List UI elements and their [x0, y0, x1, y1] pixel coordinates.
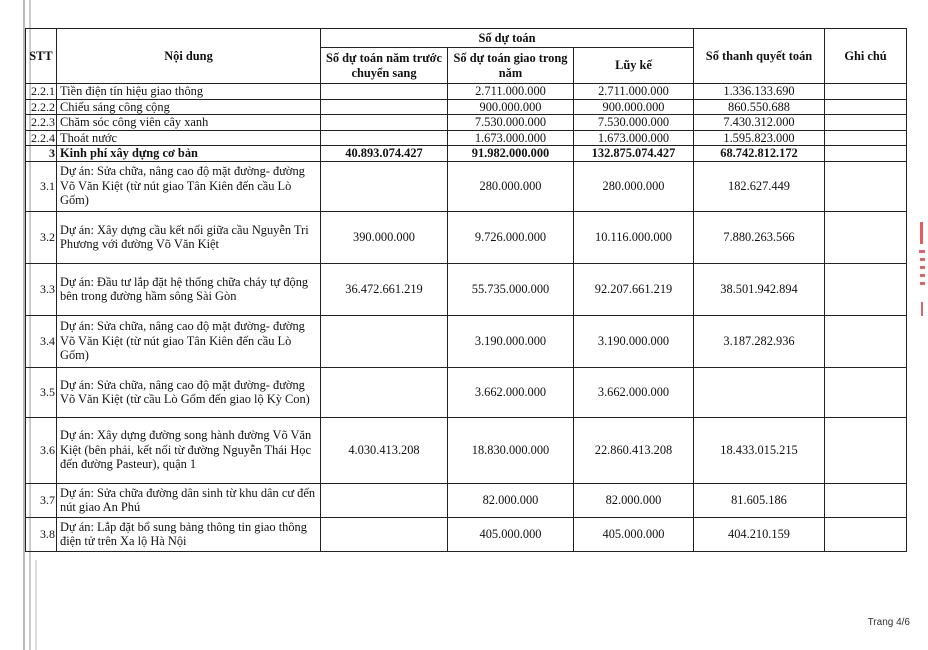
- row-content: Dự án: Sửa chữa, nâng cao độ mặt đường- đường Võ Văn Kiệt (từ nút giao Tân Kiên đến cầu Lò Gốm): [57, 315, 321, 367]
- row-quyet-toan: [694, 367, 825, 417]
- header-ghi-chu: Ghi chú: [825, 29, 907, 84]
- row-du-toan-giao: 91.982.000.000: [448, 146, 574, 162]
- row-content: Thoát nước: [57, 130, 321, 146]
- row-du-toan-giao: 1.673.000.000: [448, 130, 574, 146]
- table-row: [26, 483, 907, 517]
- row-du-toan-nam-truoc: 390.000.000: [321, 211, 448, 263]
- row-ghi-chu: [825, 146, 907, 162]
- row-ghi-chu: [825, 315, 907, 367]
- row-du-toan-giao: 3.190.000.000: [448, 315, 574, 367]
- row-quyet-toan: 7.880.263.566: [694, 211, 825, 263]
- row-ghi-chu: [825, 517, 907, 551]
- header-noi-dung: Nội dung: [57, 29, 321, 84]
- stamp-fragment-icon: [917, 222, 928, 332]
- row-du-toan-nam-truoc: [321, 483, 448, 517]
- row-luy-ke: 3.662.000.000: [574, 367, 694, 417]
- header-quyet-toan: Số thanh quyết toán: [694, 29, 825, 84]
- row-du-toan-giao: 2.711.000.000: [448, 84, 574, 100]
- table-row: [26, 146, 907, 162]
- row-content: Dự án: Lắp đặt bổ sung bảng thông tin giao thông điện tử trên Xa lộ Hà Nội: [57, 517, 321, 551]
- header-du-toan-giao: Số dự toán giao trong năm: [448, 48, 574, 84]
- row-luy-ke: 7.530.000.000: [574, 115, 694, 131]
- row-stt: 3.6: [26, 417, 57, 483]
- page-number: Trang 4/6: [867, 617, 910, 628]
- header-du-toan-nam-truoc: Số dự toán năm trước chuyển sang: [321, 48, 448, 84]
- table-row: [26, 161, 907, 211]
- row-quyet-toan: 860.550.688: [694, 99, 825, 115]
- row-stt: 3: [26, 146, 57, 162]
- row-quyet-toan: 38.501.942.894: [694, 263, 825, 315]
- row-quyet-toan: 81.605.186: [694, 483, 825, 517]
- row-stt: 2.2.2: [26, 99, 57, 115]
- table-row: [26, 99, 907, 115]
- row-luy-ke: 132.875.074.427: [574, 146, 694, 162]
- row-content: Dự án: Xây dựng cầu kết nối giữa cầu Nguyễn Tri Phương với đường Võ Văn Kiệt: [57, 211, 321, 263]
- row-ghi-chu: [825, 263, 907, 315]
- row-du-toan-giao: 9.726.000.000: [448, 211, 574, 263]
- row-luy-ke: 1.673.000.000: [574, 130, 694, 146]
- row-quyet-toan: 68.742.812.172: [694, 146, 825, 162]
- header-so-du-toan: Số dự toán: [321, 29, 694, 48]
- row-quyet-toan: 18.433.015.215: [694, 417, 825, 483]
- row-du-toan-giao: 405.000.000: [448, 517, 574, 551]
- row-luy-ke: 3.190.000.000: [574, 315, 694, 367]
- row-ghi-chu: [825, 483, 907, 517]
- row-stt: 2.2.4: [26, 130, 57, 146]
- row-luy-ke: 92.207.661.219: [574, 263, 694, 315]
- header-stt: STT: [26, 29, 57, 84]
- table-row: [26, 315, 907, 367]
- row-content: Kinh phí xây dựng cơ bản: [57, 146, 321, 162]
- row-content: Dự án: Sửa chữa đường dân sinh từ khu dân cư đến nút giao An Phú: [57, 483, 321, 517]
- row-du-toan-giao: 900.000.000: [448, 99, 574, 115]
- row-ghi-chu: [825, 130, 907, 146]
- row-du-toan-nam-truoc: [321, 99, 448, 115]
- row-content: Dự án: Sửa chữa, nâng cao độ mặt đường- đường Võ Văn Kiệt (từ cầu Lò Gốm đến giao lộ Kỳ Con): [57, 367, 321, 417]
- row-du-toan-nam-truoc: [321, 115, 448, 131]
- row-content: Chiếu sáng công cộng: [57, 99, 321, 115]
- header-luy-ke: Lũy kế: [574, 48, 694, 84]
- row-stt: 3.4: [26, 315, 57, 367]
- row-luy-ke: 82.000.000: [574, 483, 694, 517]
- row-stt: 3.8: [26, 517, 57, 551]
- row-du-toan-nam-truoc: [321, 315, 448, 367]
- row-luy-ke: 280.000.000: [574, 161, 694, 211]
- row-ghi-chu: [825, 115, 907, 131]
- row-quyet-toan: 1.595.823.000: [694, 130, 825, 146]
- row-ghi-chu: [825, 211, 907, 263]
- row-content: Chăm sóc công viên cây xanh: [57, 115, 321, 131]
- row-du-toan-giao: 7.530.000.000: [448, 115, 574, 131]
- row-ghi-chu: [825, 367, 907, 417]
- row-du-toan-giao: 55.735.000.000: [448, 263, 574, 315]
- margin-stamp-mark: [917, 222, 928, 335]
- row-du-toan-giao: 3.662.000.000: [448, 367, 574, 417]
- table-row: [26, 130, 907, 146]
- row-quyet-toan: 7.430.312.000: [694, 115, 825, 131]
- row-du-toan-nam-truoc: [321, 367, 448, 417]
- table-row: [26, 417, 907, 483]
- row-quyet-toan: 404.210.159: [694, 517, 825, 551]
- row-du-toan-giao: 18.830.000.000: [448, 417, 574, 483]
- table-row: [26, 367, 907, 417]
- row-stt: 3.3: [26, 263, 57, 315]
- row-ghi-chu: [825, 99, 907, 115]
- row-du-toan-giao: 280.000.000: [448, 161, 574, 211]
- row-stt: 3.5: [26, 367, 57, 417]
- row-luy-ke: 2.711.000.000: [574, 84, 694, 100]
- row-stt: 3.7: [26, 483, 57, 517]
- row-ghi-chu: [825, 84, 907, 100]
- row-content: Dự án: Xây dựng đường song hành đường Võ Văn Kiệt (bên phải, kết nối từ đường Nguyễn Thái Học đến đường Pasteur), quận 1: [57, 417, 321, 483]
- row-ghi-chu: [825, 417, 907, 483]
- row-quyet-toan: 182.627.449: [694, 161, 825, 211]
- row-du-toan-nam-truoc: [321, 517, 448, 551]
- row-stt: 3.1: [26, 161, 57, 211]
- table-row: [26, 115, 907, 131]
- row-luy-ke: 10.116.000.000: [574, 211, 694, 263]
- row-du-toan-nam-truoc: 4.030.413.208: [321, 417, 448, 483]
- row-quyet-toan: 1.336.133.690: [694, 84, 825, 100]
- row-stt: 2.2.1: [26, 84, 57, 100]
- row-content: Tiền điện tín hiệu giao thông: [57, 84, 321, 100]
- row-ghi-chu: [825, 161, 907, 211]
- row-luy-ke: 22.860.413.208: [574, 417, 694, 483]
- row-du-toan-nam-truoc: 40.893.074.427: [321, 146, 448, 162]
- row-luy-ke: 900.000.000: [574, 99, 694, 115]
- row-du-toan-nam-truoc: 36.472.661.219: [321, 263, 448, 315]
- row-du-toan-nam-truoc: [321, 161, 448, 211]
- table-row: [26, 517, 907, 551]
- row-du-toan-giao: 82.000.000: [448, 483, 574, 517]
- budget-table: [25, 28, 907, 552]
- table-row: [26, 84, 907, 100]
- row-content: Dự án: Sửa chữa, nâng cao độ mặt đường- đường Võ Văn Kiệt (từ nút giao Tân Kiên đến cầu Lò Gốm): [57, 161, 321, 211]
- row-du-toan-nam-truoc: [321, 84, 448, 100]
- row-du-toan-nam-truoc: [321, 130, 448, 146]
- table-row: [26, 263, 907, 315]
- row-stt: 3.2: [26, 211, 57, 263]
- row-stt: 2.2.3: [26, 115, 57, 131]
- row-quyet-toan: 3.187.282.936: [694, 315, 825, 367]
- row-luy-ke: 405.000.000: [574, 517, 694, 551]
- table-row: [26, 211, 907, 263]
- table-body: [26, 84, 907, 552]
- row-content: Dự án: Đầu tư lắp đặt hệ thống chữa cháy tự động bên trong đường hầm sông Sài Gòn: [57, 263, 321, 315]
